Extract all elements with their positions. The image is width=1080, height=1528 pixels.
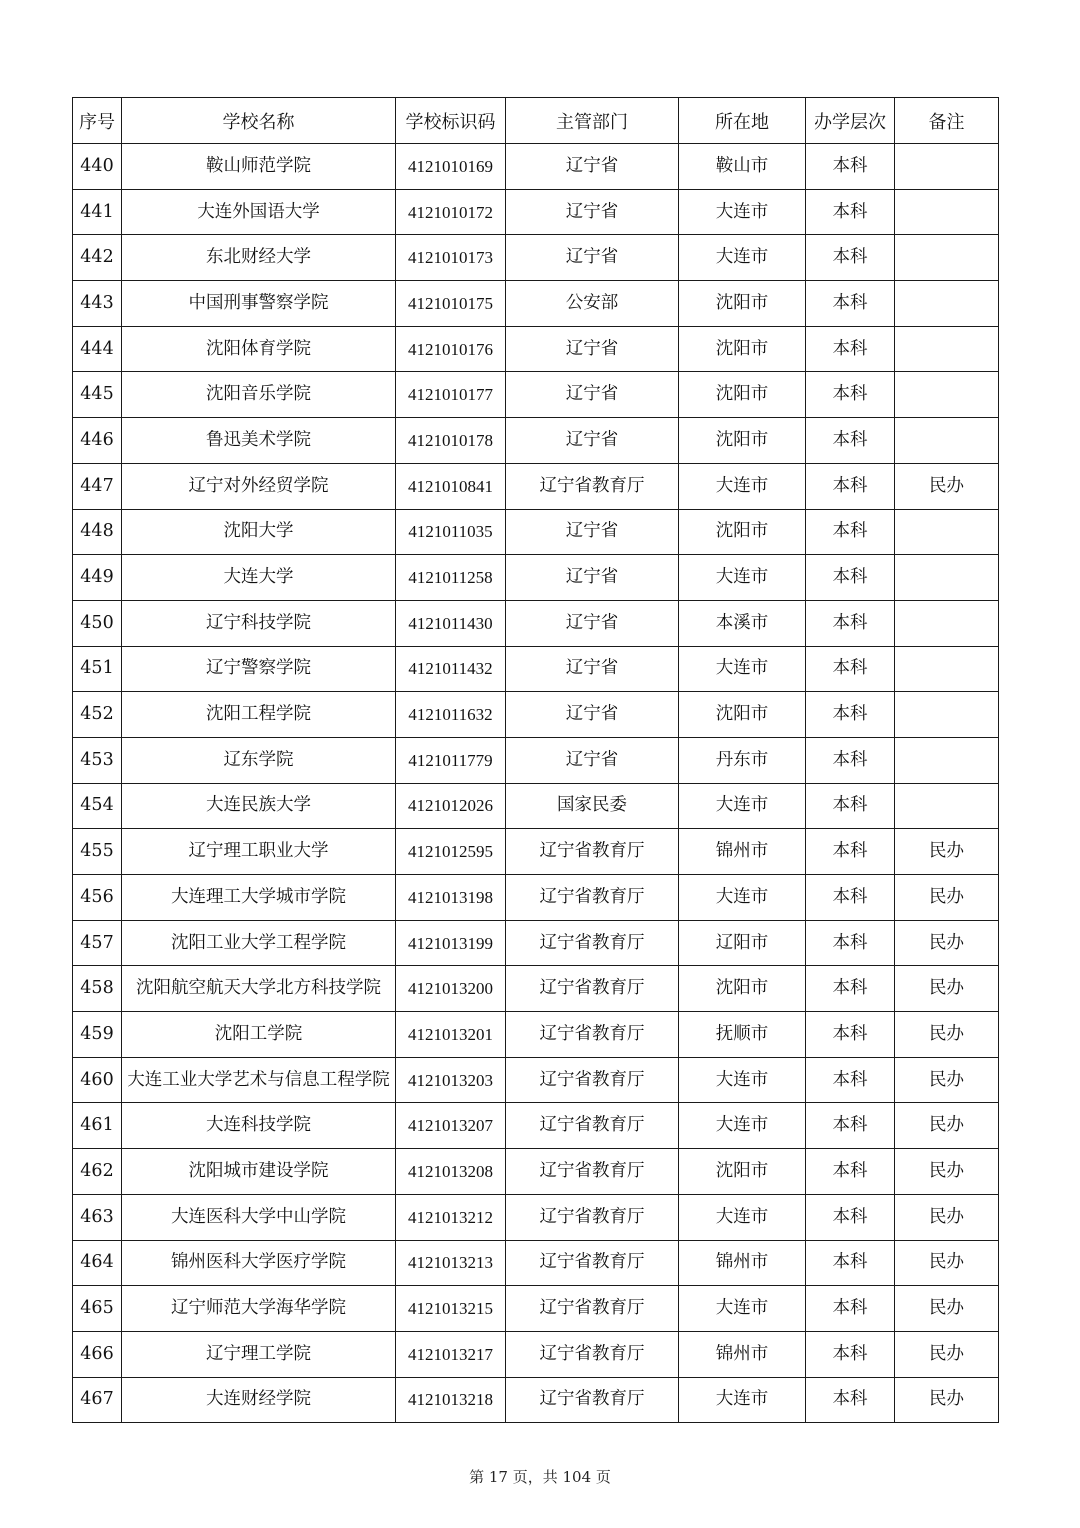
cell-school-code: 4121010177 — [396, 372, 506, 418]
cell-location: 大连市 — [679, 189, 806, 235]
cell-school-name: 中国刑事警察学院 — [122, 281, 396, 327]
cell-school-code: 4121010178 — [396, 418, 506, 464]
header-location: 所在地 — [679, 98, 806, 144]
cell-no: 441 — [73, 189, 122, 235]
cell-school-code: 4121010169 — [396, 144, 506, 190]
cell-department: 辽宁省 — [506, 235, 679, 281]
cell-location: 大连市 — [679, 555, 806, 601]
cell-location: 大连市 — [679, 1194, 806, 1240]
cell-level: 本科 — [806, 1240, 895, 1286]
cell-school-name: 锦州医科大学医疗学院 — [122, 1240, 396, 1286]
cell-note: 民办 — [895, 1240, 999, 1286]
cell-school-code: 4121010175 — [396, 281, 506, 327]
cell-school-code: 4121010172 — [396, 189, 506, 235]
cell-note: 民办 — [895, 875, 999, 921]
cell-no: 454 — [73, 783, 122, 829]
table-row — [73, 737, 999, 783]
cell-no: 455 — [73, 829, 122, 875]
cell-note: 民办 — [895, 1331, 999, 1377]
cell-location: 沈阳市 — [679, 692, 806, 738]
cell-note — [895, 235, 999, 281]
cell-school-code: 4121011779 — [396, 737, 506, 783]
cell-school-code: 4121011035 — [396, 509, 506, 555]
cell-level: 本科 — [806, 1194, 895, 1240]
header-note: 备注 — [895, 98, 999, 144]
cell-location: 大连市 — [679, 783, 806, 829]
table-row — [73, 463, 999, 509]
cell-no: 445 — [73, 372, 122, 418]
cell-department: 辽宁省 — [506, 555, 679, 601]
table-row — [73, 1012, 999, 1058]
cell-location: 大连市 — [679, 463, 806, 509]
table-row — [73, 189, 999, 235]
cell-note: 民办 — [895, 966, 999, 1012]
cell-no: 458 — [73, 966, 122, 1012]
cell-level: 本科 — [806, 920, 895, 966]
cell-location: 抚顺市 — [679, 1012, 806, 1058]
cell-school-name: 沈阳工程学院 — [122, 692, 396, 738]
cell-location: 沈阳市 — [679, 372, 806, 418]
cell-school-name: 大连科技学院 — [122, 1103, 396, 1149]
cell-no: 451 — [73, 646, 122, 692]
cell-location: 沈阳市 — [679, 281, 806, 327]
cell-location: 辽阳市 — [679, 920, 806, 966]
cell-department: 辽宁省 — [506, 600, 679, 646]
cell-school-code: 4121011258 — [396, 555, 506, 601]
cell-no: 443 — [73, 281, 122, 327]
cell-department: 辽宁省 — [506, 737, 679, 783]
cell-no: 464 — [73, 1240, 122, 1286]
cell-location: 丹东市 — [679, 737, 806, 783]
cell-note — [895, 646, 999, 692]
table-row — [73, 875, 999, 921]
header-school-code: 学校标识码 — [396, 98, 506, 144]
cell-school-code: 4121013217 — [396, 1331, 506, 1377]
school-list-table — [72, 97, 999, 1423]
cell-note — [895, 326, 999, 372]
cell-department: 辽宁省教育厅 — [506, 1012, 679, 1058]
cell-school-name: 辽宁警察学院 — [122, 646, 396, 692]
cell-no: 459 — [73, 1012, 122, 1058]
cell-department: 辽宁省教育厅 — [506, 1194, 679, 1240]
cell-no: 442 — [73, 235, 122, 281]
cell-school-name: 沈阳大学 — [122, 509, 396, 555]
cell-department: 国家民委 — [506, 783, 679, 829]
cell-location: 大连市 — [679, 1057, 806, 1103]
cell-school-name: 沈阳体育学院 — [122, 326, 396, 372]
cell-level: 本科 — [806, 281, 895, 327]
cell-level: 本科 — [806, 235, 895, 281]
cell-level: 本科 — [806, 692, 895, 738]
cell-level: 本科 — [806, 1012, 895, 1058]
cell-location: 沈阳市 — [679, 1149, 806, 1195]
cell-note: 民办 — [895, 1286, 999, 1332]
cell-school-code: 4121013212 — [396, 1194, 506, 1240]
cell-school-name: 辽宁理工职业大学 — [122, 829, 396, 875]
cell-department: 辽宁省 — [506, 646, 679, 692]
cell-level: 本科 — [806, 463, 895, 509]
cell-location: 鞍山市 — [679, 144, 806, 190]
page-footer: 第 17 页，共 104 页 — [469, 1468, 611, 1486]
cell-location: 锦州市 — [679, 829, 806, 875]
cell-note — [895, 737, 999, 783]
cell-no: 453 — [73, 737, 122, 783]
table-row — [73, 829, 999, 875]
header-department: 主管部门 — [506, 98, 679, 144]
cell-school-code: 4121013208 — [396, 1149, 506, 1195]
cell-school-code: 4121010841 — [396, 463, 506, 509]
cell-note — [895, 555, 999, 601]
cell-no: 446 — [73, 418, 122, 464]
table-row — [73, 235, 999, 281]
cell-department: 辽宁省教育厅 — [506, 1331, 679, 1377]
cell-school-code: 4121012595 — [396, 829, 506, 875]
table-row — [73, 1103, 999, 1149]
cell-level: 本科 — [806, 555, 895, 601]
cell-department: 辽宁省 — [506, 372, 679, 418]
cell-department: 辽宁省教育厅 — [506, 463, 679, 509]
table-row — [73, 692, 999, 738]
cell-no: 463 — [73, 1194, 122, 1240]
cell-note: 民办 — [895, 920, 999, 966]
cell-note — [895, 600, 999, 646]
table-row — [73, 966, 999, 1012]
cell-department: 辽宁省教育厅 — [506, 1149, 679, 1195]
cell-note: 民办 — [895, 1103, 999, 1149]
header-level: 办学层次 — [806, 98, 895, 144]
cell-note: 民办 — [895, 1149, 999, 1195]
cell-school-name: 东北财经大学 — [122, 235, 396, 281]
cell-no: 456 — [73, 875, 122, 921]
table-row — [73, 1331, 999, 1377]
cell-level: 本科 — [806, 829, 895, 875]
cell-school-code: 4121013207 — [396, 1103, 506, 1149]
cell-no: 461 — [73, 1103, 122, 1149]
cell-location: 沈阳市 — [679, 966, 806, 1012]
cell-note — [895, 692, 999, 738]
cell-school-code: 4121013199 — [396, 920, 506, 966]
cell-school-name: 大连医科大学中山学院 — [122, 1194, 396, 1240]
cell-school-code: 4121010176 — [396, 326, 506, 372]
table-row — [73, 281, 999, 327]
cell-department: 辽宁省 — [506, 189, 679, 235]
cell-school-name: 沈阳音乐学院 — [122, 372, 396, 418]
cell-no: 444 — [73, 326, 122, 372]
cell-department: 辽宁省 — [506, 144, 679, 190]
header-school-name: 学校名称 — [122, 98, 396, 144]
cell-school-name: 沈阳航空航天大学北方科技学院 — [122, 966, 396, 1012]
cell-level: 本科 — [806, 1377, 895, 1423]
cell-school-code: 4121013201 — [396, 1012, 506, 1058]
cell-note — [895, 144, 999, 190]
cell-location: 沈阳市 — [679, 509, 806, 555]
cell-no: 465 — [73, 1286, 122, 1332]
cell-school-code: 4121011430 — [396, 600, 506, 646]
cell-department: 辽宁省教育厅 — [506, 1103, 679, 1149]
cell-no: 457 — [73, 920, 122, 966]
cell-note — [895, 783, 999, 829]
cell-department: 公安部 — [506, 281, 679, 327]
table-row — [73, 372, 999, 418]
cell-no: 460 — [73, 1057, 122, 1103]
cell-level: 本科 — [806, 1103, 895, 1149]
table-row — [73, 555, 999, 601]
cell-no: 467 — [73, 1377, 122, 1423]
cell-level: 本科 — [806, 646, 895, 692]
table-row — [73, 1194, 999, 1240]
cell-level: 本科 — [806, 737, 895, 783]
cell-department: 辽宁省教育厅 — [506, 1286, 679, 1332]
cell-school-name: 大连外国语大学 — [122, 189, 396, 235]
cell-school-code: 4121010173 — [396, 235, 506, 281]
table-row — [73, 783, 999, 829]
cell-school-name: 辽宁科技学院 — [122, 600, 396, 646]
cell-location: 锦州市 — [679, 1240, 806, 1286]
table-row — [73, 1377, 999, 1423]
cell-school-code: 4121013213 — [396, 1240, 506, 1286]
cell-department: 辽宁省教育厅 — [506, 1377, 679, 1423]
table-row — [73, 509, 999, 555]
cell-school-name: 鲁迅美术学院 — [122, 418, 396, 464]
cell-note: 民办 — [895, 1377, 999, 1423]
cell-level: 本科 — [806, 1149, 895, 1195]
cell-school-code: 4121013215 — [396, 1286, 506, 1332]
cell-school-code: 4121013203 — [396, 1057, 506, 1103]
cell-department: 辽宁省教育厅 — [506, 1240, 679, 1286]
cell-no: 450 — [73, 600, 122, 646]
cell-note — [895, 372, 999, 418]
cell-note: 民办 — [895, 1057, 999, 1103]
cell-location: 本溪市 — [679, 600, 806, 646]
cell-school-name: 沈阳工学院 — [122, 1012, 396, 1058]
table-row — [73, 646, 999, 692]
table-row — [73, 1240, 999, 1286]
cell-school-name: 辽东学院 — [122, 737, 396, 783]
cell-location: 大连市 — [679, 1103, 806, 1149]
cell-no: 452 — [73, 692, 122, 738]
cell-location: 大连市 — [679, 875, 806, 921]
cell-note: 民办 — [895, 1194, 999, 1240]
cell-department: 辽宁省 — [506, 326, 679, 372]
cell-level: 本科 — [806, 509, 895, 555]
cell-note — [895, 189, 999, 235]
cell-school-name: 辽宁师范大学海华学院 — [122, 1286, 396, 1332]
cell-level: 本科 — [806, 1286, 895, 1332]
cell-location: 沈阳市 — [679, 418, 806, 464]
cell-department: 辽宁省 — [506, 509, 679, 555]
cell-school-code: 4121012026 — [396, 783, 506, 829]
cell-note — [895, 281, 999, 327]
cell-department: 辽宁省 — [506, 692, 679, 738]
cell-note — [895, 418, 999, 464]
cell-department: 辽宁省教育厅 — [506, 966, 679, 1012]
cell-department: 辽宁省 — [506, 418, 679, 464]
table-row — [73, 326, 999, 372]
cell-level: 本科 — [806, 600, 895, 646]
cell-no: 440 — [73, 144, 122, 190]
table-row — [73, 600, 999, 646]
cell-school-code: 4121011632 — [396, 692, 506, 738]
cell-department: 辽宁省教育厅 — [506, 829, 679, 875]
table-row — [73, 1149, 999, 1195]
cell-level: 本科 — [806, 875, 895, 921]
cell-department: 辽宁省教育厅 — [506, 920, 679, 966]
cell-level: 本科 — [806, 966, 895, 1012]
table-row — [73, 1057, 999, 1103]
cell-no: 448 — [73, 509, 122, 555]
cell-school-code: 4121013200 — [396, 966, 506, 1012]
cell-school-name: 大连工业大学艺术与信息工程学院 — [122, 1057, 396, 1103]
cell-location: 大连市 — [679, 1286, 806, 1332]
header-no: 序号 — [73, 98, 122, 144]
table-row — [73, 144, 999, 190]
cell-location: 大连市 — [679, 235, 806, 281]
cell-level: 本科 — [806, 372, 895, 418]
cell-level: 本科 — [806, 783, 895, 829]
cell-note: 民办 — [895, 463, 999, 509]
cell-note — [895, 509, 999, 555]
cell-school-name: 大连民族大学 — [122, 783, 396, 829]
cell-location: 沈阳市 — [679, 326, 806, 372]
header-row — [73, 98, 999, 144]
cell-department: 辽宁省教育厅 — [506, 875, 679, 921]
table-row — [73, 920, 999, 966]
cell-no: 466 — [73, 1331, 122, 1377]
table-row — [73, 1286, 999, 1332]
cell-school-name: 大连理工大学城市学院 — [122, 875, 396, 921]
cell-school-code: 4121013218 — [396, 1377, 506, 1423]
cell-level: 本科 — [806, 1331, 895, 1377]
cell-department: 辽宁省教育厅 — [506, 1057, 679, 1103]
cell-school-code: 4121013198 — [396, 875, 506, 921]
cell-no: 449 — [73, 555, 122, 601]
cell-school-name: 鞍山师范学院 — [122, 144, 396, 190]
cell-level: 本科 — [806, 144, 895, 190]
table-row — [73, 418, 999, 464]
cell-level: 本科 — [806, 1057, 895, 1103]
cell-school-code: 4121011432 — [396, 646, 506, 692]
cell-location: 锦州市 — [679, 1331, 806, 1377]
cell-school-name: 大连大学 — [122, 555, 396, 601]
cell-level: 本科 — [806, 326, 895, 372]
cell-level: 本科 — [806, 418, 895, 464]
cell-location: 大连市 — [679, 1377, 806, 1423]
cell-note: 民办 — [895, 1012, 999, 1058]
cell-no: 447 — [73, 463, 122, 509]
cell-school-name: 大连财经学院 — [122, 1377, 396, 1423]
cell-school-name: 沈阳城市建设学院 — [122, 1149, 396, 1195]
cell-school-name: 辽宁对外经贸学院 — [122, 463, 396, 509]
cell-note: 民办 — [895, 829, 999, 875]
cell-no: 462 — [73, 1149, 122, 1195]
cell-school-name: 沈阳工业大学工程学院 — [122, 920, 396, 966]
cell-location: 大连市 — [679, 646, 806, 692]
cell-level: 本科 — [806, 189, 895, 235]
cell-school-name: 辽宁理工学院 — [122, 1331, 396, 1377]
